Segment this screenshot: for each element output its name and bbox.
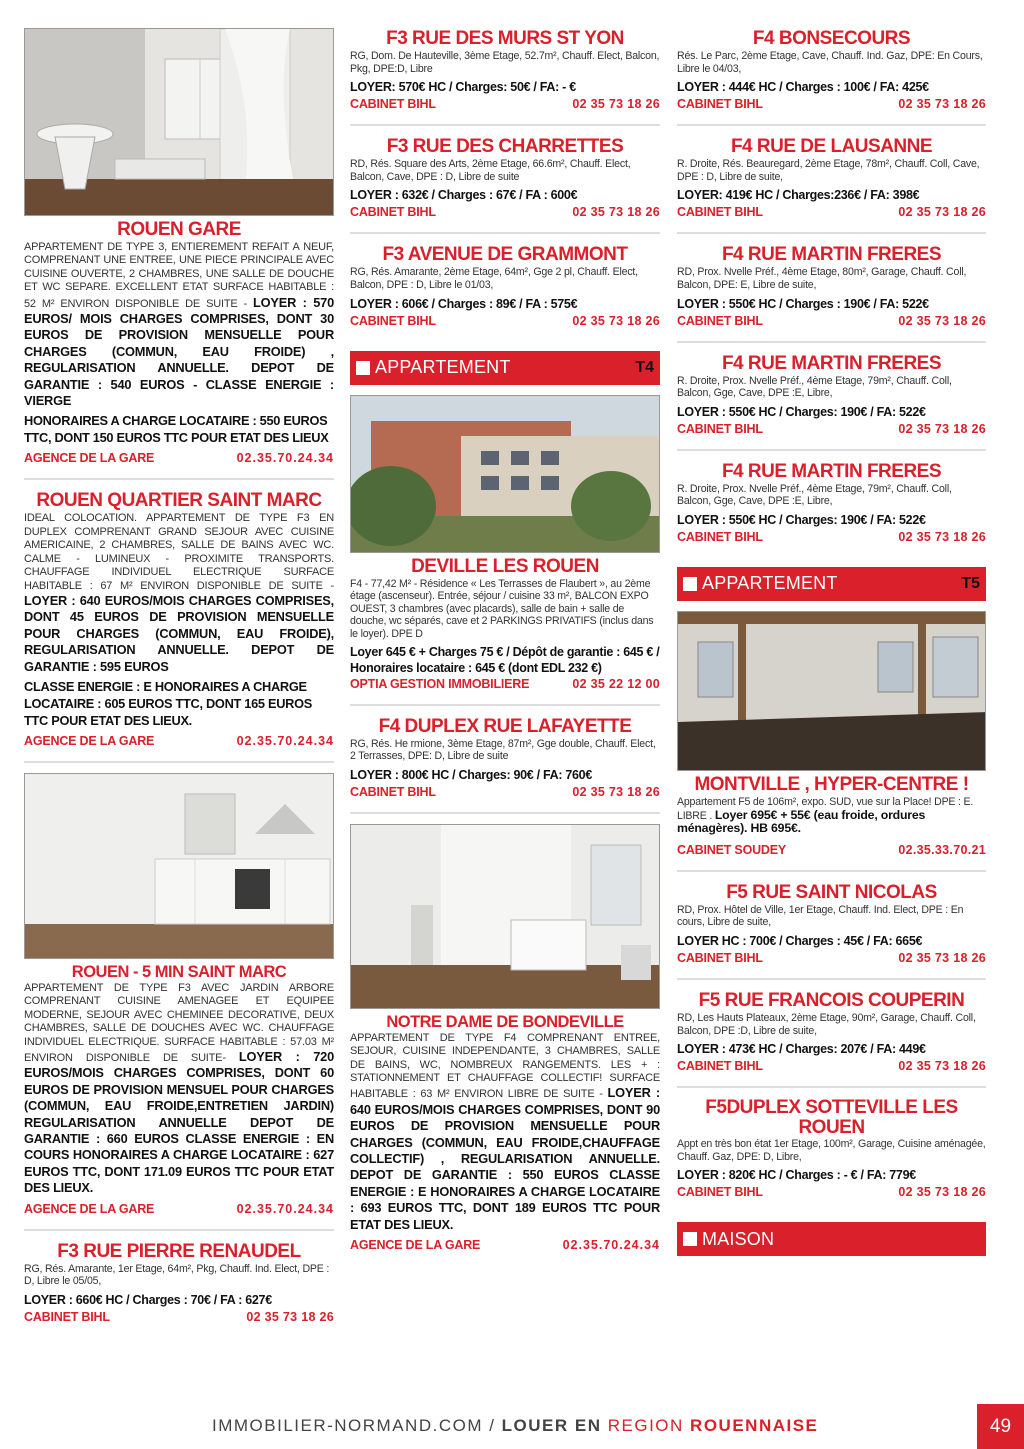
listing-sotteville — [677, 1098, 986, 1212]
listing-description: R. Droite, Rés. Beauregard, 2ème Etage, 78m², Chauff. Coll, Cave, DPE : D, Libre de suite, — [677, 158, 980, 183]
listing-agency: CABINET BIHL 02 35 73 18 26 — [350, 97, 660, 112]
listing-title: DEVILLE LES ROUEN — [411, 555, 599, 577]
banner-type: T4 — [635, 358, 654, 376]
listing-agency: CABINET BIHL 02 35 73 18 26 — [350, 784, 660, 799]
section-banner-maison: MAISON — [677, 1222, 986, 1256]
listing-description: Appt en très bon état 1er Etage, 100m², Garage, Cuisine aménagée, Chauff. Gaz, DPE: D, Libre, — [677, 1138, 986, 1163]
phone-number: 02.35.70.24.34 — [236, 451, 334, 466]
listing-description: Rés. Le Parc, 2ème Etage, Cave, Chauff. Ind. Gaz, DPE: En Cours, Libre le 04/03, — [677, 50, 983, 75]
listing-agency: AGENCE DE LA GARE 02.35.70.24.34 — [24, 1201, 334, 1216]
listing-title: F5DUPLEX SOTTEVILLE LES ROUEN — [705, 1097, 958, 1139]
listing-montville — [677, 771, 986, 872]
square-bullet-icon — [683, 1232, 697, 1246]
phone-number: 02 35 73 18 26 — [898, 1185, 986, 1200]
listing-rouen-saint-marc — [24, 490, 334, 762]
listing-description: R. Droite, Prox. Nvelle Préf., 4ème Etage, 79m², Chauff. Coll, Balcon, Gge, Cave, DPE :E, Libre, — [677, 374, 952, 400]
listing-title: F4 RUE DE LAUSANNE — [730, 136, 933, 158]
listing-agency: CABINET BIHL 02 35 73 18 26 — [677, 1185, 986, 1200]
phone-number: 02 35 73 18 26 — [898, 205, 986, 220]
phone-number: 02.35.70.24.34 — [236, 1201, 334, 1216]
listing-title: NOTRE DAME DE BONDEVILLE — [386, 1012, 624, 1031]
listing-title: MONTVILLE , HYPER-CENTRE ! — [694, 773, 969, 795]
listing-agency: CABINET BIHL 02 35 73 18 26 — [677, 950, 986, 965]
listing-fees: CLASSE ENERGIE : E HONORAIRES A CHARGE LOCATAIRE : 605 EUROS TTC, DONT 165 EUROS TTC POUR ETAT DES LIEUX. — [24, 678, 312, 728]
listing-description: APPARTEMENT DE TYPE F4 COMPRENANT ENTREE, SEJOUR, CUISINE INDEPENDANTE, 3 CHAMBRES, SALLE DE BAINS, WC, NOMBREUX RANGEMENTS. LES + : STATIONNEMENT ET CHAUFFAGE COLLECTIF! SURFACE HABITABLE : 63 M² ENVIRON LIBRE DE SUITE - LOYER : 640 EUROS/MOIS CHARGES COMPRISES, DONT 90 EUROS DE PROVISION MENSUELLE POUR CHARGES (COMMUN, EAU FROIDE,CHAUFFAGE COLLECTIF) , REGULARISATION ANNUELLE. DEPOT DE GARANTIE : 550 EUROS CLASSE ENERGIE : E HONORAIRES A CHARGE LOCATAIRE : 693 EUROS TTC, DONT 189 EUROS TTC POUR ETAT DES LIEUX. — [350, 1031, 660, 1232]
listing-agency: CABINET BIHL 02 35 73 18 26 — [677, 313, 986, 328]
page-footer — [0, 1404, 1024, 1449]
section-banner-appartement-t5: APPARTEMENT T5 — [677, 567, 986, 601]
listing-martin-freres-1 — [677, 244, 986, 342]
phone-number: 02 35 73 18 26 — [898, 1059, 986, 1074]
listing-description: F4 - 77,42 M² - Résidence « Les Terrasses de Flaubert », au 2ème étage (ascenseur). Entrée, séjour / cuisine 33 m², BALCON EXPO OUEST, 3 chambres (avec placards), salle de bain + salle de douche, wc séparés, cave et 2 PARKINGS PRIVATIFS (inclus dans le loyer). DPE D — [350, 577, 654, 640]
listing-murs-st-yon — [350, 28, 660, 126]
listing-title: F4 RUE MARTIN FRERES — [721, 352, 942, 374]
listing-title: F3 RUE DES MURS ST YON — [386, 28, 624, 49]
listing-fees: HONORAIRES A CHARGE LOCATAIRE : 550 EUROS TTC, DONT 150 EUROS TTC POUR ETAT DES LIEUX — [24, 413, 329, 446]
listing-martin-freres-3 — [677, 461, 986, 557]
listing-agency: CABINET BIHL 02 35 73 18 26 — [350, 313, 660, 328]
footer-site-link[interactable]: IMMOBILIER-NORMAND.COM — [212, 1416, 483, 1435]
listing-lausanne — [677, 136, 986, 234]
listing-couperin — [677, 990, 986, 1088]
listing-title: ROUEN GARE — [117, 219, 241, 240]
listing-rent: LOYER : 550€ HC / Charges : 190€ / FA: 522€ — [677, 296, 929, 311]
listing-title: F3 RUE PIERRE RENAUDEL — [57, 1240, 301, 1262]
phone-number: 02.35.70.24.34 — [562, 1238, 660, 1252]
page-number: 49 — [977, 1404, 1024, 1449]
listing-description: RD, Rés. Square des Arts, 2ème Etage, 66.6m², Chauff. Elect, Balcon, Cave, DPE : D, Libre de suite — [350, 158, 631, 183]
listing-description: APPARTEMENT DE TYPE F3 AVEC JARDIN ARBORE COMPRENANT CUISINE AMENAGEE ET EQUIPEE MODERNE, SEJOUR AVEC CHEMINEE DECORATIVE, DEUX CHAMBRES, SALLE DE DOUCHES AVEC WC. CHAUFFAGE INDIVIDUEL ELECTRIQUE. SURFACE HABITABLE : 57.03 M² ENVIRON DISPONIBLE DE SUITE- LOYER : 720 EUROS/MOIS CHARGES COMPRISES, DONT 60 EUROS DE PROVISION MENSUEL POUR CHARGES (COMMUN, EAU FROIDE,ENTRETIEN JARDIN) REGULARISATION ANNUELLE DEPOT DE GARANTIE : 660 EUROS CLASSE ENERGIE : EN COURS HONORAIRES A CHARGE LOCATAIRE : 627 EUROS TTC, DONT 171.09 EUROS TTC POUR ETAT DES LIEUX. — [24, 981, 335, 1196]
listing-lafayette — [350, 716, 660, 814]
listing-charrettes — [350, 136, 660, 234]
column-left — [24, 28, 334, 1347]
listing-agency: AGENCE DE LA GARE 02.35.70.24.34 — [350, 1238, 660, 1252]
phone-number: 02 35 22 12 00 — [572, 676, 660, 691]
phone-number: 02 35 73 18 26 — [572, 97, 660, 112]
listing-grammont — [350, 244, 660, 340]
listing-rent: LOYER : 660€ HC / Charges : 70€ / FA : 627€ — [24, 1292, 272, 1307]
listing-agency: CABINET BIHL 02 35 73 18 26 — [350, 205, 660, 220]
listing-title: F4 RUE MARTIN FRERES — [721, 460, 942, 482]
listing-photo-bathroom — [24, 28, 334, 216]
listing-agency: CABINET BIHL 02 35 73 18 26 — [677, 97, 986, 112]
phone-number: 02 35 73 18 26 — [898, 950, 986, 965]
listing-description: APPARTEMENT DE TYPE 3, ENTIEREMENT REFAIT A NEUF, COMPRENANT UNE ENTREE, UNE PIECE PRINCIPALE AVEC CUISINE OUVERTE, 2 CHAMBRES, UNE SALLE DE DOUCHE ET WC SEPARE. EXCELLENT ETAT SURFACE HABITABLE : 52 M² ENVIRON DISPONIBLE DE SUITE - LOYER : 570 EUROS/ MOIS CHARGES COMPRISES, DONT 30 EUROS DE PROVISION MENSUELLE POUR CHARGES (COMMUN, EAU FROIDE) , REGULARISATION ANNUELLE. DEPOT DE GARANTIE : 540 EUROS - CLASSE ENERGIE : VIERGE — [24, 241, 335, 409]
listing-rent: LOYER HC : 700€ / Charges : 45€ / FA: 665€ — [677, 933, 923, 948]
listing-rent: LOYER : 606€ / Charges : 89€ / FA : 575€ — [350, 296, 578, 311]
phone-number: 02.35.70.24.34 — [236, 733, 334, 748]
phone-number: 02 35 73 18 26 — [246, 1309, 334, 1324]
square-bullet-icon — [356, 361, 370, 375]
listing-description: RG, Rés. Amarante, 1er Etage, 64m², Pkg, Chauff. Ind. Elect, DPE : D, Libre le 05/05, — [24, 1262, 330, 1288]
listing-rent: LOYER : 550€ HC / Charges: 190€ / FA: 522€ — [677, 512, 926, 527]
phone-number: 02 35 73 18 26 — [898, 421, 986, 436]
listing-rouen-5min — [24, 959, 334, 1231]
section-banner-appartement-t4: APPARTEMENT T4 — [350, 351, 660, 385]
listing-rent: LOYER : 473€ HC / Charges: 207€ / FA: 449€ — [677, 1042, 926, 1057]
listing-title: F4 DUPLEX RUE LAFAYETTE — [378, 715, 632, 737]
listing-rent: LOYER : 800€ HC / Charges: 90€ / FA: 760€ — [350, 767, 592, 782]
listing-title: F4 BONSECOURS — [752, 28, 911, 49]
listing-description: RG, Dom. De Hauteville, 3ème Etage, 52.7m², Chauff. Elect, Balcon, Pkg, DPE:D, Libre — [350, 50, 660, 75]
listing-rent: LOYER : 550€ HC / Charges: 190€ / FA: 522€ — [677, 404, 926, 419]
listing-rent: LOYER : 820€ HC / Charges : - € / FA: 779€ — [677, 1168, 916, 1183]
listing-photo-residence — [350, 395, 660, 553]
phone-number: 02 35 73 18 26 — [898, 313, 986, 328]
listing-rent: LOYER : 444€ HC / Charges : 100€ / FA: 425€ — [677, 80, 929, 95]
listing-photo-kitchen — [24, 773, 334, 959]
listing-agency: CABINET BIHL 02 35 73 18 26 — [677, 1059, 986, 1074]
listing-agency: AGENCE DE LA GARE 02.35.70.24.34 — [24, 451, 334, 466]
listing-rent: LOYER: 419€ HC / Charges:236€ / FA: 398€ — [677, 188, 920, 203]
listing-saint-nicolas — [677, 882, 986, 980]
listing-pierre-renaudel — [24, 1241, 334, 1337]
listing-notre-dame — [350, 1009, 660, 1265]
column-middle — [350, 28, 660, 1275]
phone-number: 02 35 73 18 26 — [898, 97, 986, 112]
listing-description: RD, Les Hauts Plateaux, 2ème Etage, 90m², Garage, Chauff. Coll, Balcon, DPE :D, Libre de suite, — [677, 1011, 976, 1037]
listing-agency: CABINET BIHL 02 35 73 18 26 — [677, 421, 986, 436]
listing-agency: CABINET SOUDEY 02.35.33.70.21 — [677, 842, 986, 857]
listing-agency: AGENCE DE LA GARE 02.35.70.24.34 — [24, 733, 334, 748]
listing-description: IDEAL COLOCATION. APPARTEMENT DE TYPE F3 EN DUPLEX COMPRENANT GRAND SEJOUR AVEC CUISINE AMERICAINE, 2 CHAMBRES, SALLE DE BAINS AVEC WC. CALME - LUMINEUX - PROXIMITE TRANSPORTS. CHAUFFAGE INDIVIDUEL ELECTRIQUE SURFACE HABITABLE : 67 M² ENVIRON DISPONIBLE DE SUITE - LOYER : 640 EUROS/MOIS CHARGES COMPRISES, DONT 45 EUROS DE PROVISION MENSUELLE POUR CHARGES (COMMUN, EAU FROIDE), REGULARISATION ANNUELLE. DEPOT DE GARANTIE : 595 EUROS — [24, 512, 334, 674]
listing-photo-living-room — [677, 611, 986, 771]
listing-title: F5 RUE SAINT NICOLAS — [726, 881, 937, 903]
listing-description: Appartement F5 de 106m², expo. SUD, vue sur la Place! DPE : E. LIBRE . Loyer 695€ + 55€ (eau froide, ordures ménagères). HB 695€. — [677, 795, 974, 836]
listing-bonsecours — [677, 28, 986, 126]
column-right — [677, 28, 986, 1266]
footer-caption: IMMOBILIER-NORMAND.COM / LOUER EN REGION ROUENNAISE — [212, 1416, 819, 1435]
phone-number: 02 35 73 18 26 — [572, 205, 660, 220]
listing-description: RG, Rés. He rmione, 3ème Etage, 87m², Gge double, Chauff. Elect, 2 Terrasses, DPE: D, Libre de suite — [350, 737, 656, 763]
listing-agency: CABINET BIHL 02 35 73 18 26 — [677, 529, 986, 544]
phone-number: 02 35 73 18 26 — [898, 529, 986, 544]
listing-description: RD, Prox. Hôtel de Ville, 1er Etage, Chauff. Ind. Elect, DPE : En cours, Libre de suite, — [677, 903, 964, 929]
listing-deville — [350, 553, 660, 706]
listing-agency: OPTIA GESTION IMMOBILIERE 02 35 22 12 00 — [350, 676, 660, 691]
listing-rent: LOYER : 632€ / Charges : 67€ / FA : 600€ — [350, 188, 578, 203]
listing-description: RG, Rés. Amarante, 2ème Etage, 64m², Gge 2 pl, Chauff. Elect, Balcon, DPE : D, Libre le 01/03, — [350, 266, 638, 291]
listing-rent: Loyer 645 € + Charges 75 € / Dépôt de garantie : 645 € / Honoraires locataire : 645 € (dont EDL 232 €) — [350, 644, 660, 675]
listing-rouen-gare — [24, 216, 334, 480]
square-bullet-icon — [683, 577, 697, 591]
listing-rent: LOYER: 570€ HC / Charges: 50€ / FA: - € — [350, 80, 576, 95]
listing-description: R. Droite, Prox. Nvelle Préf., 4ème Etage, 79m², Chauff. Coll, Balcon, Gge, Cave, DPE :E, Libre, — [677, 482, 952, 508]
phone-number: 02 35 73 18 26 — [572, 784, 660, 799]
phone-number: 02.35.33.70.21 — [898, 842, 986, 857]
phone-number: 02 35 73 18 26 — [572, 313, 660, 328]
listing-agency: CABINET BIHL 02 35 73 18 26 — [24, 1309, 334, 1324]
listing-agency: CABINET BIHL 02 35 73 18 26 — [677, 205, 986, 220]
listing-martin-freres-2 — [677, 353, 986, 451]
banner-type: T5 — [961, 574, 980, 592]
listing-title: ROUEN - 5 MIN SAINT MARC — [71, 962, 287, 981]
listing-title: F3 AVENUE DE GRAMMONT — [382, 244, 628, 266]
listing-description: RD, Prox. Nvelle Préf., 4ème Etage, 80m², Garage, Chauff. Coll, Balcon, DPE: E, Libre de suite, — [677, 266, 967, 291]
listing-title: F3 RUE DES CHARRETTES — [386, 136, 624, 158]
listing-title: F4 RUE MARTIN FRERES — [721, 244, 942, 266]
listing-title: ROUEN QUARTIER SAINT MARC — [36, 490, 322, 512]
listing-photo-interior — [350, 824, 660, 1009]
listing-title: F5 RUE FRANCOIS COUPERIN — [698, 989, 965, 1011]
